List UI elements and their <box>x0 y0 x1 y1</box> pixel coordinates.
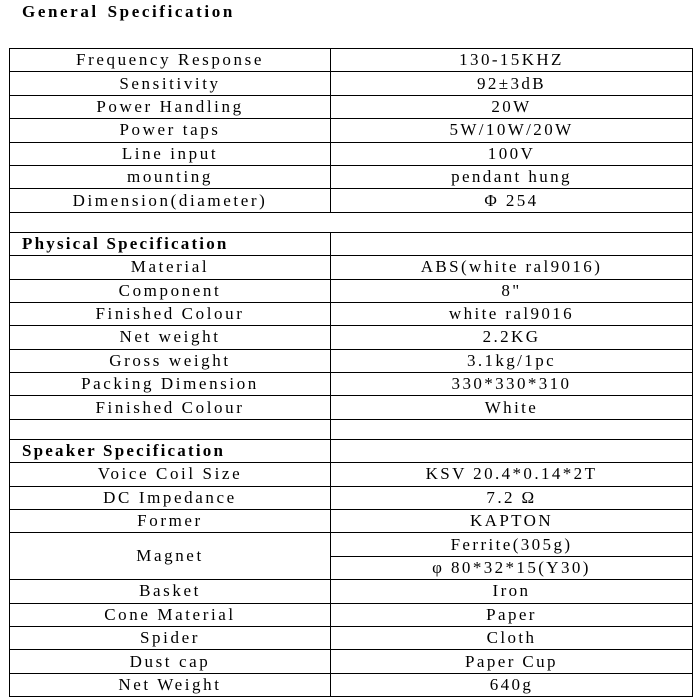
spec-label: Spider <box>10 626 331 649</box>
spec-value: 8" <box>331 279 693 302</box>
section-heading-speaker: Speaker Specification <box>10 439 331 462</box>
spacer-cell <box>10 212 693 232</box>
table-row <box>10 373 693 396</box>
spacer-row <box>10 419 693 439</box>
spec-value: Paper <box>331 603 693 626</box>
spec-value: 92±3dB <box>331 72 693 95</box>
table-row <box>10 279 693 302</box>
spec-label: Component <box>10 279 331 302</box>
spec-value: KSV 20.4*0.14*2T <box>331 463 693 486</box>
spec-table <box>9 48 693 697</box>
spec-value: 640g <box>331 673 693 696</box>
spec-label: Finished Colour <box>10 396 331 419</box>
spacer-cell <box>331 419 693 439</box>
spec-value: φ 80*32*15(Y30) <box>331 556 693 579</box>
spec-value: 100V <box>331 142 693 165</box>
spec-label: Net weight <box>10 326 331 349</box>
table-row <box>10 189 693 212</box>
section-header-blank <box>331 439 693 462</box>
spec-label: Basket <box>10 580 331 603</box>
table-row <box>10 72 693 95</box>
table-row <box>10 349 693 372</box>
spec-value: 2.2KG <box>331 326 693 349</box>
spec-label: Frequency Response <box>10 49 331 72</box>
spec-value: 20W <box>331 95 693 118</box>
spec-value: Iron <box>331 580 693 603</box>
spec-value: 130-15KHZ <box>331 49 693 72</box>
section-header-blank <box>331 232 693 255</box>
spec-value: 5W/10W/20W <box>331 119 693 142</box>
table-row <box>10 580 693 603</box>
spec-value: 7.2 Ω <box>331 486 693 509</box>
spec-value: White <box>331 396 693 419</box>
spec-value: Paper Cup <box>331 650 693 673</box>
table-row <box>10 533 693 556</box>
table-row <box>10 95 693 118</box>
table-row <box>10 626 693 649</box>
spec-label: Material <box>10 256 331 279</box>
spacer-cell <box>10 419 331 439</box>
table-row <box>10 326 693 349</box>
spec-label: Former <box>10 510 331 533</box>
spec-value: 3.1kg/1pc <box>331 349 693 372</box>
spec-label: Net Weight <box>10 673 331 696</box>
spec-value: white ral9016 <box>331 302 693 325</box>
table-row <box>10 165 693 188</box>
spec-value: pendant hung <box>331 165 693 188</box>
spacer-row <box>10 212 693 232</box>
section-heading-physical: Physical Specification <box>10 232 331 255</box>
table-row <box>10 673 693 696</box>
spec-label: Sensitivity <box>10 72 331 95</box>
section-header-row <box>10 439 693 462</box>
page-title: General Specification <box>22 2 235 21</box>
table-row <box>10 510 693 533</box>
table-row <box>10 650 693 673</box>
spec-value: ABS(white ral9016) <box>331 256 693 279</box>
spec-label: Voice Coil Size <box>10 463 331 486</box>
table-row <box>10 256 693 279</box>
table-row <box>10 396 693 419</box>
spec-value: Ferrite(305g) <box>331 533 693 556</box>
table-row <box>10 486 693 509</box>
table-row <box>10 603 693 626</box>
table-row <box>10 463 693 486</box>
spec-label: Power taps <box>10 119 331 142</box>
spec-label: DC Impedance <box>10 486 331 509</box>
spec-label: mounting <box>10 165 331 188</box>
section-header-row <box>10 232 693 255</box>
spec-label: Magnet <box>10 533 331 580</box>
spec-label: Power Handling <box>10 95 331 118</box>
spec-value: Φ 254 <box>331 189 693 212</box>
spec-label: Dust cap <box>10 650 331 673</box>
spec-value: KAPTON <box>331 510 693 533</box>
table-row <box>10 119 693 142</box>
table-row <box>10 142 693 165</box>
spec-label: Packing Dimension <box>10 373 331 396</box>
spec-value: Cloth <box>331 626 693 649</box>
spec-label: Line input <box>10 142 331 165</box>
table-row <box>10 49 693 72</box>
spec-label: Gross weight <box>10 349 331 372</box>
spec-label: Finished Colour <box>10 302 331 325</box>
spec-label: Dimension(diameter) <box>10 189 331 212</box>
spec-value: 330*330*310 <box>331 373 693 396</box>
table-row <box>10 302 693 325</box>
spec-label: Cone Material <box>10 603 331 626</box>
